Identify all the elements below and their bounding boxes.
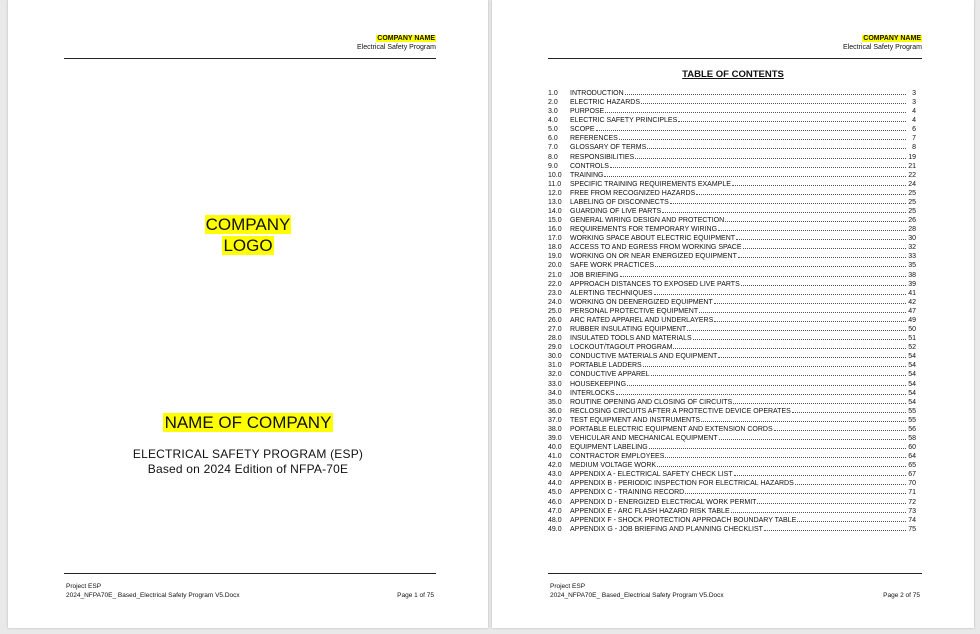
cover-page: [8, 0, 488, 628]
toc-entry[interactable]: [548, 325, 916, 334]
toc-entry-label: GLOSSARY OF TERMS: [570, 144, 647, 152]
toc-entry-label: APPENDIX G - JOB BRIEFING AND PLANNING CHECKLIST: [570, 525, 763, 533]
toc-leader-dots: [654, 293, 906, 295]
footer-filename: 2024_NFPA70E_ Based_Electrical Safety Program V5.Docx: [66, 591, 240, 599]
toc-entry-page: 52: [908, 344, 916, 352]
toc-entry[interactable]: [548, 516, 916, 525]
toc-entry-number: 22.0: [548, 280, 562, 288]
toc-entry[interactable]: [548, 134, 916, 143]
toc-entry-number: 19.0: [548, 253, 562, 261]
toc-entry-page: 50: [908, 326, 916, 334]
toc-entry[interactable]: [548, 479, 916, 488]
toc-entry-label: REFERENCES: [570, 135, 618, 143]
toc-entry-page: 42: [908, 298, 916, 306]
toc-entry-number: 5.0: [548, 126, 558, 134]
toc-entry-number: 27.0: [548, 326, 562, 334]
toc-entry-label: MEDIUM VOLTAGE WORK: [570, 462, 657, 470]
toc-entry-label: PORTABLE ELECTRIC EQUIPMENT AND EXTENSION CORDS: [570, 425, 773, 433]
header-program: Electrical Safety Program: [357, 44, 436, 51]
toc-entry-label: TRAINING: [570, 171, 604, 179]
toc-entry[interactable]: [548, 243, 916, 252]
toc-leader-dots: [738, 256, 906, 258]
toc-entry[interactable]: [548, 271, 916, 280]
toc-entry-page: 56: [908, 425, 916, 433]
toc-entry[interactable]: [548, 389, 916, 398]
toc-entry-label: JOB BRIEFING: [570, 271, 619, 279]
toc-entry-label: PURPOSE: [570, 108, 605, 116]
toc-list: [548, 89, 916, 534]
toc-entry[interactable]: [548, 225, 916, 234]
toc-entry-page: 67: [908, 471, 916, 479]
toc-entry-number: 39.0: [548, 434, 562, 442]
toc-entry-number: 13.0: [548, 198, 562, 206]
toc-entry-label: WORKING SPACE ABOUT ELECTRIC EQUIPMENT: [570, 235, 736, 243]
toc-entry-number: 6.0: [548, 135, 558, 143]
toc-entry[interactable]: [548, 498, 916, 507]
toc-entry-label: CONDUCTIVE MATERIALS AND EQUIPMENT: [570, 353, 718, 361]
toc-leader-dots: [649, 447, 906, 449]
page-header: [843, 34, 922, 52]
toc-entry-number: 33.0: [548, 380, 562, 388]
toc-title-text: TABLE OF CONTENTS: [682, 69, 784, 80]
toc-entry[interactable]: [548, 252, 916, 261]
toc-leader-dots: [725, 220, 906, 222]
toc-entry-number: 40.0: [548, 444, 562, 452]
header-divider: [548, 58, 922, 59]
toc-entry-page: 39: [908, 280, 916, 288]
toc-entry-label: PERSONAL PROTECTIVE EQUIPMENT: [570, 307, 699, 315]
toc-entry[interactable]: [548, 198, 916, 207]
toc-entry-number: 49.0: [548, 525, 562, 533]
toc-entry-page: 4: [912, 117, 916, 125]
toc-entry[interactable]: [548, 434, 916, 443]
page-header: [357, 34, 436, 52]
toc-entry[interactable]: [548, 425, 916, 434]
program-title-block: [8, 447, 488, 477]
toc-entry[interactable]: [548, 143, 916, 152]
toc-entry-number: 29.0: [548, 344, 562, 352]
toc-entry[interactable]: [548, 116, 916, 125]
footer-filename: 2024_NFPA70E_ Based_Electrical Safety Program V5.Docx: [550, 591, 724, 599]
toc-entry-page: 55: [908, 407, 916, 415]
toc-entry-label: LABELING OF DISCONNECTS: [570, 198, 669, 206]
toc-leader-dots: [604, 175, 906, 177]
toc-entry-number: 48.0: [548, 516, 562, 524]
toc-leader-dots: [792, 411, 906, 413]
toc-entry-number: 2.0: [548, 99, 558, 107]
toc-entry[interactable]: [548, 525, 916, 534]
toc-entry-label: HOUSEKEEPING: [570, 380, 627, 388]
program-title: ELECTRICAL SAFETY PROGRAM (ESP): [132, 447, 364, 461]
toc-entry[interactable]: [548, 488, 916, 497]
toc-entry-number: 7.0: [548, 144, 558, 152]
toc-leader-dots: [596, 129, 906, 131]
toc-entry-page: 72: [908, 498, 916, 506]
toc-entry-number: 20.0: [548, 262, 562, 270]
toc-entry-number: 15.0: [548, 217, 562, 225]
toc-leader-dots: [732, 184, 906, 186]
toc-entry-number: 32.0: [548, 371, 562, 379]
toc-entry-page: 22: [908, 171, 916, 179]
toc-entry-label: RESPONSIBILITIES: [570, 153, 635, 161]
toc-entry-label: PORTABLE LADDERS: [570, 362, 642, 370]
toc-entry[interactable]: [548, 507, 916, 516]
toc-leader-dots: [733, 402, 906, 404]
toc-entry-label: FREE FROM RECOGNIZED HAZARDS: [570, 189, 696, 197]
toc-entry-number: 38.0: [548, 425, 562, 433]
toc-entry-page: 64: [908, 453, 916, 461]
logo-line-2: LOGO: [223, 236, 273, 255]
toc-leader-dots: [610, 166, 906, 168]
toc-entry-label: GENERAL WIRING DESIGN AND PROTECTION: [570, 217, 725, 225]
page-footer: [550, 583, 920, 600]
toc-entry-label: CONTRACTOR EMPLOYEES: [570, 453, 665, 461]
toc-leader-dots: [795, 483, 906, 485]
toc-entry-number: 21.0: [548, 271, 562, 279]
toc-entry[interactable]: [548, 189, 916, 198]
footer-divider: [64, 573, 436, 574]
toc-leader-dots: [774, 429, 906, 431]
toc-entry-page: 54: [908, 371, 916, 379]
toc-entry-page: 54: [908, 353, 916, 361]
toc-entry-label: APPENDIX C - TRAINING RECORD: [570, 489, 685, 497]
toc-entry-label: APPENDIX E - ARC FLASH HAZARD RISK TABLE: [570, 507, 730, 515]
toc-entry[interactable]: [548, 307, 916, 316]
toc-entry[interactable]: [548, 407, 916, 416]
toc-entry-page: 3: [912, 99, 916, 107]
toc-leader-dots: [662, 211, 906, 213]
toc-entry[interactable]: [548, 153, 916, 162]
header-divider: [64, 58, 436, 59]
toc-leader-dots: [647, 147, 906, 149]
toc-entry-number: 41.0: [548, 453, 562, 461]
toc-entry-label: ACCESS TO AND EGRESS FROM WORKING SPACE: [570, 244, 742, 252]
toc-leader-dots: [687, 329, 906, 331]
toc-entry-label: SAFE WORK PRACTICES: [570, 262, 655, 270]
toc-entry[interactable]: [548, 334, 916, 343]
toc-entry-page: 73: [908, 507, 916, 515]
toc-leader-dots: [625, 93, 906, 95]
toc-entry-page: 26: [908, 217, 916, 225]
toc-leader-dots: [616, 393, 906, 395]
toc-leader-dots: [620, 275, 906, 277]
toc-page: [492, 0, 974, 628]
toc-entry-label: INSULATED TOOLS AND MATERIALS: [570, 335, 692, 343]
toc-leader-dots: [719, 438, 906, 440]
toc-leader-dots: [714, 302, 906, 304]
toc-entry-number: 37.0: [548, 416, 562, 424]
toc-entry-page: 4: [912, 108, 916, 116]
toc-entry-number: 28.0: [548, 335, 562, 343]
toc-entry-page: 54: [908, 389, 916, 397]
toc-entry-page: 58: [908, 434, 916, 442]
toc-entry-page: 70: [908, 480, 916, 488]
toc-entry-label: TEST EQUIPMENT AND INSTRUMENTS: [570, 416, 701, 424]
toc-entry[interactable]: [548, 289, 916, 298]
toc-leader-dots: [701, 420, 906, 422]
toc-entry[interactable]: [548, 180, 916, 189]
toc-leader-dots: [731, 511, 906, 513]
toc-entry-number: 18.0: [548, 244, 562, 252]
toc-entry[interactable]: [548, 261, 916, 270]
toc-entry-page: 51: [908, 335, 916, 343]
toc-leader-dots: [657, 465, 906, 467]
toc-entry-number: 30.0: [548, 353, 562, 361]
toc-entry-page: 35: [908, 262, 916, 270]
toc-entry-page: 55: [908, 416, 916, 424]
toc-leader-dots: [693, 338, 906, 340]
toc-leader-dots: [605, 111, 906, 113]
toc-entry[interactable]: [548, 452, 916, 461]
toc-leader-dots: [641, 102, 906, 104]
toc-leader-dots: [635, 157, 906, 159]
toc-entry[interactable]: [548, 207, 916, 216]
toc-entry-number: 26.0: [548, 316, 562, 324]
toc-leader-dots: [673, 347, 906, 349]
header-company-name: COMPANY NAME: [377, 35, 435, 42]
toc-entry-label: ELECTRIC SAFETY PRINCIPLES: [570, 117, 678, 125]
toc-entry-page: 49: [908, 316, 916, 324]
toc-entry-number: 43.0: [548, 471, 562, 479]
toc-entry-page: 28: [908, 226, 916, 234]
toc-entry-page: 25: [908, 198, 916, 206]
toc-entry-label: APPENDIX F - SHOCK PROTECTION APPROACH BOUNDARY TABLE: [570, 516, 797, 524]
footer-page-number: Page 2 of 75: [883, 591, 920, 599]
toc-entry-label: APPENDIX D - ENERGIZED ELECTRICAL WORK PERMIT: [570, 498, 757, 506]
toc-entry[interactable]: [548, 298, 916, 307]
toc-entry-number: 34.0: [548, 389, 562, 397]
toc-entry-label: INTRODUCTION: [570, 90, 624, 97]
toc-title: [492, 69, 974, 80]
toc-entry-label: GUARDING OF LIVE PARTS: [570, 208, 662, 216]
toc-entry[interactable]: [548, 370, 916, 379]
toc-entry-page: 75: [908, 525, 916, 533]
toc-entry-label: SCOPE: [570, 126, 595, 134]
toc-entry-number: 24.0: [548, 298, 562, 306]
toc-entry-label: APPENDIX B - PERIODIC INSPECTION FOR ELECTRICAL HAZARDS: [570, 480, 794, 488]
toc-entry-label: WORKING ON DEENERGIZED EQUIPMENT: [570, 298, 713, 306]
toc-entry[interactable]: [548, 416, 916, 425]
toc-entry-number: 9.0: [548, 162, 558, 170]
toc-entry-number: 17.0: [548, 235, 562, 243]
toc-entry[interactable]: [548, 125, 916, 134]
toc-entry-number: 1.0: [548, 90, 558, 97]
toc-entry-number: 4.0: [548, 117, 558, 125]
toc-leader-dots: [619, 138, 906, 140]
logo-line-1: COMPANY: [205, 215, 291, 234]
header-program: Electrical Safety Program: [843, 44, 922, 51]
toc-entry-page: 54: [908, 380, 916, 388]
toc-entry[interactable]: [548, 398, 916, 407]
toc-entry[interactable]: [548, 171, 916, 180]
toc-entry-label: ALERTING TECHNIQUES: [570, 289, 653, 297]
toc-entry-label: EQUIPMENT LABELING: [570, 444, 648, 452]
toc-entry-page: 60: [908, 444, 916, 452]
toc-leader-dots: [797, 520, 906, 522]
toc-entry-label: WORKING ON OR NEAR ENERGIZED EQUIPMENT: [570, 253, 737, 261]
toc-entry[interactable]: [548, 234, 916, 243]
toc-leader-dots: [718, 356, 906, 358]
toc-entry-number: 35.0: [548, 398, 562, 406]
toc-entry-number: 46.0: [548, 498, 562, 506]
toc-entry-label: SPECIFIC TRAINING REQUIREMENTS EXAMPLE: [570, 180, 731, 188]
toc-entry-label: REQUIREMENTS FOR TEMPORARY WIRING: [570, 226, 718, 234]
toc-entry-page: 25: [908, 208, 916, 216]
toc-entry-label: ELECTRIC HAZARDS: [570, 99, 641, 107]
footer-page-number: Page 1 of 75: [397, 591, 434, 599]
toc-entry-label: VEHICULAR AND MECHANICAL EQUIPMENT: [570, 434, 718, 442]
toc-entry-label: RUBBER INSULATING EQUIPMENT: [570, 326, 687, 334]
toc-entry-page: 38: [908, 271, 916, 279]
toc-entry-page: 21: [908, 162, 916, 170]
toc-leader-dots: [736, 238, 906, 240]
page-footer: [66, 583, 434, 600]
toc-entry-page: 54: [908, 362, 916, 370]
toc-entry[interactable]: [548, 216, 916, 225]
company-logo-placeholder: [8, 214, 488, 256]
toc-entry[interactable]: [548, 316, 916, 325]
toc-leader-dots: [699, 311, 906, 313]
toc-entry[interactable]: [548, 443, 916, 452]
toc-entry-number: 31.0: [548, 362, 562, 370]
toc-entry[interactable]: [548, 461, 916, 470]
toc-entry-number: 36.0: [548, 407, 562, 415]
toc-leader-dots: [741, 284, 906, 286]
toc-entry-number: 11.0: [548, 180, 562, 188]
toc-leader-dots: [655, 265, 906, 267]
toc-entry-label: RECLOSING CIRCUITS AFTER A PROTECTIVE DEVICE OPERATES: [570, 407, 791, 415]
toc-entry[interactable]: [548, 89, 916, 98]
toc-entry-number: 45.0: [548, 489, 562, 497]
toc-entry[interactable]: [548, 162, 916, 171]
toc-leader-dots: [734, 474, 906, 476]
toc-entry-number: 42.0: [548, 462, 562, 470]
header-company-name: COMPANY NAME: [863, 35, 921, 42]
toc-entry-number: 44.0: [548, 480, 562, 488]
toc-entry[interactable]: [548, 380, 916, 389]
toc-entry[interactable]: [548, 352, 916, 361]
toc-entry-number: 10.0: [548, 171, 562, 179]
toc-leader-dots: [764, 529, 906, 531]
toc-leader-dots: [643, 365, 906, 367]
toc-leader-dots: [678, 120, 906, 122]
toc-entry[interactable]: [548, 98, 916, 107]
toc-entry-page: 33: [908, 253, 916, 261]
toc-entry-page: 71: [908, 489, 916, 497]
toc-entry-label: CONDUCTIVE APPAREL: [570, 371, 650, 379]
toc-entry-page: 25: [908, 189, 916, 197]
toc-leader-dots: [665, 456, 906, 458]
toc-leader-dots: [718, 229, 906, 231]
company-name-text: NAME OF COMPANY: [164, 413, 332, 432]
company-name-title: [8, 413, 488, 433]
footer-project: Project ESP: [550, 583, 586, 590]
toc-entry-page: 30: [908, 235, 916, 243]
footer-project: Project ESP: [66, 583, 102, 590]
toc-entry-number: 23.0: [548, 289, 562, 297]
toc-entry-page: 19: [908, 153, 916, 161]
toc-entry-page: 3: [912, 90, 916, 97]
toc-entry-page: 7: [912, 135, 916, 143]
toc-entry-label: ARC RATED APPAREL AND UNDERLAYERS: [570, 316, 714, 324]
toc-entry-number: 16.0: [548, 226, 562, 234]
toc-leader-dots: [670, 202, 906, 204]
toc-entry-page: 32: [908, 244, 916, 252]
toc-entry-number: 47.0: [548, 507, 562, 515]
toc-leader-dots: [743, 247, 906, 249]
toc-entry-page: 54: [908, 398, 916, 406]
toc-leader-dots: [696, 193, 906, 195]
toc-entry-page: 41: [908, 289, 916, 297]
toc-leader-dots: [757, 502, 906, 504]
toc-entry-number: 12.0: [548, 189, 562, 197]
toc-entry-page: 8: [912, 144, 916, 152]
toc-entry-number: 14.0: [548, 208, 562, 216]
toc-leader-dots: [627, 384, 906, 386]
program-subtitle: Based on 2024 Edition of NFPA-70E: [147, 462, 349, 476]
toc-entry-page: 24: [908, 180, 916, 188]
toc-entry-number: 8.0: [548, 153, 558, 161]
toc-entry-page: 6: [912, 126, 916, 134]
toc-entry-page: 74: [908, 516, 916, 524]
toc-entry-label: ROUTINE OPENING AND CLOSING OF CIRCUITS: [570, 398, 733, 406]
toc-leader-dots: [651, 374, 906, 376]
toc-entry-number: 25.0: [548, 307, 562, 315]
toc-entry[interactable]: [548, 280, 916, 289]
toc-entry[interactable]: [548, 470, 916, 479]
toc-entry-label: LOCKOUT/TAGOUT PROGRAM: [570, 344, 673, 352]
toc-leader-dots: [714, 320, 906, 322]
toc-entry-label: APPENDIX A - ELECTRICAL SAFETY CHECK LIST: [570, 471, 733, 479]
toc-entry-label: APPROACH DISTANCES TO EXPOSED LIVE PARTS: [570, 280, 740, 288]
toc-entry-label: INTERLOCKS: [570, 389, 615, 397]
toc-entry-number: 3.0: [548, 108, 558, 116]
toc-entry[interactable]: [548, 361, 916, 370]
toc-entry-page: 47: [908, 307, 916, 315]
footer-divider: [548, 573, 922, 574]
toc-entry-label: CONTROLS: [570, 162, 609, 170]
toc-entry[interactable]: [548, 343, 916, 352]
toc-entry-page: 65: [908, 462, 916, 470]
toc-leader-dots: [685, 492, 906, 494]
toc-entry[interactable]: [548, 107, 916, 116]
